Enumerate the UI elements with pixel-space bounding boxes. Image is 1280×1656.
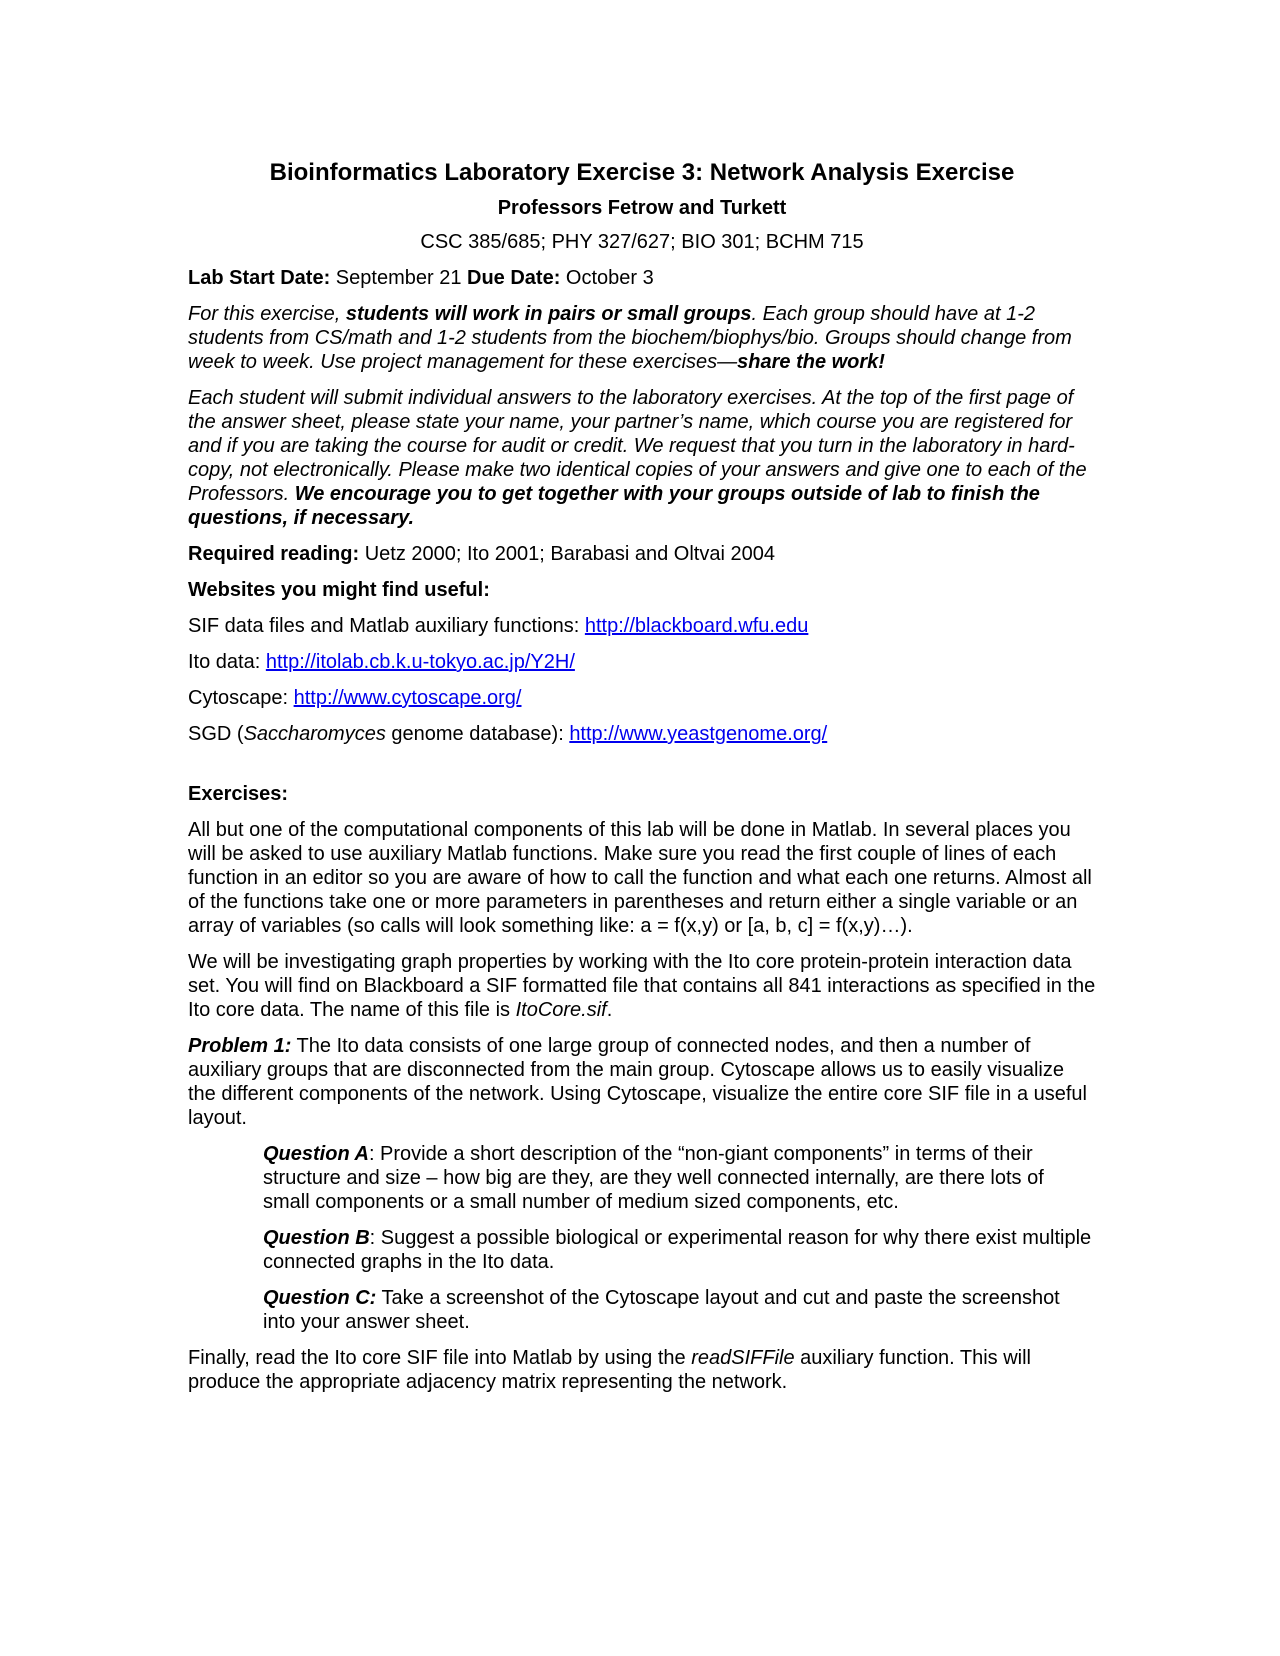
- due-date-label: Due Date:: [467, 267, 561, 289]
- websites-heading-text: Websites you might find useful:: [188, 579, 490, 601]
- intro-paragraph-submission: [188, 386, 1096, 530]
- document-title: Bioinformatics Laboratory Exercise 3: Network Analysis Exercise: [269, 159, 1015, 186]
- intro-paragraph-groups: [188, 302, 1096, 374]
- website-item: [188, 650, 1096, 674]
- exercise-text: .: [606, 999, 613, 1021]
- website-label: SIF data files and Matlab auxiliary functions:: [188, 615, 585, 637]
- intro-text: . Each group should have at 1-2 students from CS/math and 1-2 students from the biochem/biophys/bio. Groups should change from week to week. Use project management for these exercises—: [188, 303, 1072, 373]
- website-item: [188, 722, 1096, 746]
- question-a: [263, 1142, 1096, 1214]
- exercises-heading-text: Exercises:: [188, 783, 289, 805]
- final-text: auxiliary function. This will produce the appropriate adjacency matrix representing the network.: [188, 1347, 1031, 1393]
- intro-emphasis: share the work!: [737, 351, 885, 373]
- start-date-value: September 21: [330, 267, 467, 289]
- websites-heading: [188, 578, 1096, 602]
- exercises-heading: [188, 782, 1096, 806]
- website-item: [188, 614, 1096, 638]
- function-name: readSIFFile: [691, 1347, 795, 1369]
- exercise-text: We will be investigating graph properties by working with the Ito core protein-protein interaction data set. You will find on Blackboard a SIF formatted file that contains all 841 interactions as specified in the Ito core data. The name of this file is: [188, 951, 1096, 1021]
- intro-text: Each student will submit individual answers to the laboratory exercises. At the top of the first page of the answer sheet, please state your name, your partner’s name, which course you are registered for and if you are taking the course for audit or credit. We request that you turn in the laboratory in hard-copy, not electronically. Please make two identical copies of your answers and give one to each of the Professors.: [188, 387, 1087, 505]
- due-date-value: October 3: [560, 267, 654, 289]
- website-label: SGD (: [188, 723, 244, 745]
- ito-data-link[interactable]: http://itolab.cb.k.u-tokyo.ac.jp/Y2H/: [265, 651, 575, 673]
- website-item: [188, 686, 1096, 710]
- intro-emphasis: students will work in pairs or small groups: [345, 303, 752, 325]
- intro-emphasis: We encourage you to get together with your groups outside of lab to finish the questions, if necessary.: [188, 483, 1040, 529]
- final-instructions: [188, 1346, 1096, 1394]
- website-label: Ito data:: [188, 651, 266, 673]
- required-reading: [188, 542, 1096, 566]
- question-c-label: Question C:: [263, 1287, 377, 1309]
- required-reading-label: Required reading:: [188, 543, 360, 565]
- exercises-paragraph-ito: [188, 950, 1096, 1022]
- file-name: ItoCore.sif: [515, 999, 607, 1021]
- website-label: genome database):: [385, 723, 570, 745]
- start-date-label: Lab Start Date:: [188, 267, 331, 289]
- species-name: Saccharomyces: [243, 723, 386, 745]
- question-b: [263, 1226, 1096, 1274]
- problem-1: [188, 1034, 1096, 1130]
- cytoscape-link[interactable]: http://www.cytoscape.org/: [293, 687, 522, 709]
- question-a-label: Question A: [263, 1143, 369, 1165]
- course-numbers: CSC 385/685; PHY 327/627; BIO 301; BCHM 715: [420, 231, 864, 253]
- websites-list: [188, 614, 1096, 746]
- problem-1-text: The Ito data consists of one large group of connected nodes, and then a number of auxiliary groups that are disconnected from the main group. Cytoscape allows us to easily visualize the different components of the network. Using Cytoscape, visualize the entire core SIF file in a useful layout.: [188, 1035, 1087, 1129]
- sgd-link[interactable]: http://www.yeastgenome.org/: [569, 723, 828, 745]
- required-reading-value: Uetz 2000; Ito 2001; Barabasi and Oltvai 2004: [359, 543, 775, 565]
- question-a-text: : Provide a short description of the “non-giant components” in terms of their structure and size – how big are they, are they well connected internally, are there lots of small components or a small number of medium sized components, etc.: [263, 1143, 1044, 1213]
- exercises-paragraph-matlab: All but one of the computational components of this lab will be done in Matlab. In several places you will be asked to use auxiliary Matlab functions. Make sure you read the first couple of lines of each function in an editor so you are aware of how to call the function and what each one returns. Almost all of the functions take one or more parameters in parentheses and return either a single variable or an array of variables (so calls will look something like: a = f(x,y) or [a, b, c] = f(x,y)…).: [188, 819, 1092, 937]
- question-c-text: Take a screenshot of the Cytoscape layout and cut and paste the screenshot into your answer sheet.: [263, 1287, 1060, 1333]
- question-c: [263, 1286, 1096, 1334]
- blackboard-link[interactable]: http://blackboard.wfu.edu: [584, 615, 809, 637]
- section-spacer: [188, 758, 1096, 782]
- final-text: Finally, read the Ito core SIF file into Matlab by using the: [188, 1347, 692, 1369]
- document-page: [188, 158, 1096, 1406]
- dates-line: [188, 266, 1096, 290]
- professors-line: Professors Fetrow and Turkett: [497, 197, 787, 219]
- question-b-label: Question B: [263, 1227, 370, 1249]
- intro-text: For this exercise,: [188, 303, 346, 325]
- problem-1-label: Problem 1:: [188, 1035, 292, 1057]
- question-b-text: : Suggest a possible biological or experimental reason for why there exist multiple connected graphs in the Ito data.: [263, 1227, 1092, 1273]
- website-label: Cytoscape:: [188, 687, 294, 709]
